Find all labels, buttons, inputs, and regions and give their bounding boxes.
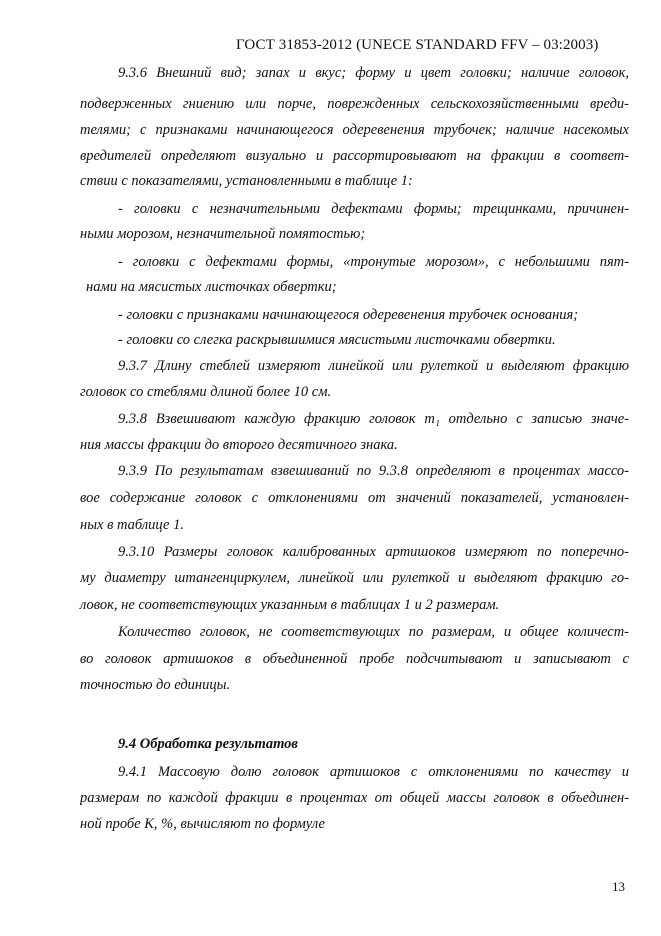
text-line: 9.4.1 Массовую долю головок артишоков с отклонениями по качеству и: [118, 764, 629, 780]
page-number: 13: [612, 879, 625, 894]
text-line: 9.3.8 Взвешивают каждую фракцию головок m₁ отдельно с записью значе-: [118, 411, 629, 427]
text-line: 9.3.7 Длину стеблей измеряют линейкой или рулеткой и выделяют фракцию: [118, 358, 629, 374]
list-item: - головки с незначительными дефектами формы; трещинками, причинен-: [118, 201, 629, 217]
text-line: точностью до единицы.: [80, 677, 231, 693]
text-line: вое содержание головок с отклонениями от значений показателей, установлен-: [80, 490, 629, 506]
list-item: - головки со слегка раскрывшимися мясистыми листочками обвертки.: [118, 332, 556, 348]
text-line: во головок артишоков в объединенной пробе подсчитывают и записывают с: [80, 651, 629, 667]
text-line: Количество головок, не соответствующих по размерам, и общее количест-: [118, 624, 629, 640]
text-line: 9.3.6 Внешний вид; запах и вкус; форму и цвет головки; наличие головок,: [118, 65, 629, 81]
document-header: ГОСТ 31853-2012 (UNECE STANDARD FFV – 03:2003): [236, 37, 599, 53]
list-item: - головки с дефектами формы, «тронутые морозом», с небольшими пят-: [118, 254, 629, 270]
section-heading: 9.4 Обработка результатов: [118, 736, 298, 752]
text-line: подверженных гниению или порче, поврежденных сельскохозяйственными вреди-: [80, 96, 629, 112]
text-line: размерам по каждой фракции в процентах от общей массы головок в объединен-: [80, 790, 629, 806]
text-line: ния массы фракции до второго десятичного знака.: [80, 437, 398, 453]
list-item: - головки с признаками начинающегося одеревенения трубочек основания;: [118, 307, 579, 323]
text-line: ствии с показателями, установленными в таблице 1:: [80, 173, 413, 189]
text-line: ными морозом, незначительной помятостью;: [80, 226, 366, 242]
text-line: головок со стеблями длиной более 10 см.: [80, 384, 332, 400]
text-line: ной пробе К, %, вычисляют по формуле: [80, 816, 325, 832]
text-line: вредителей определяют визуально и рассортировывают на фракции в соответ-: [80, 148, 629, 164]
text-line: телями; с признаками начинающегося одеревенения трубочек; наличие насекомых: [80, 122, 629, 138]
text-line: ловок, не соответствующих указанным в таблицах 1 и 2 размерам.: [80, 597, 500, 613]
text-line: ных в таблице 1.: [80, 517, 184, 533]
text-line: 9.3.10 Размеры головок калиброванных артишоков измеряют по поперечно-: [118, 544, 629, 560]
text-line: 9.3.9 По результатам взвешиваний по 9.3.8 определяют в процентах массо-: [118, 463, 629, 479]
text-line: му диаметру штангенциркулем, линейкой или рулеткой и выделяют фракцию го-: [80, 570, 629, 586]
text-line: нами на мясистых листочках обвертки;: [86, 279, 337, 295]
